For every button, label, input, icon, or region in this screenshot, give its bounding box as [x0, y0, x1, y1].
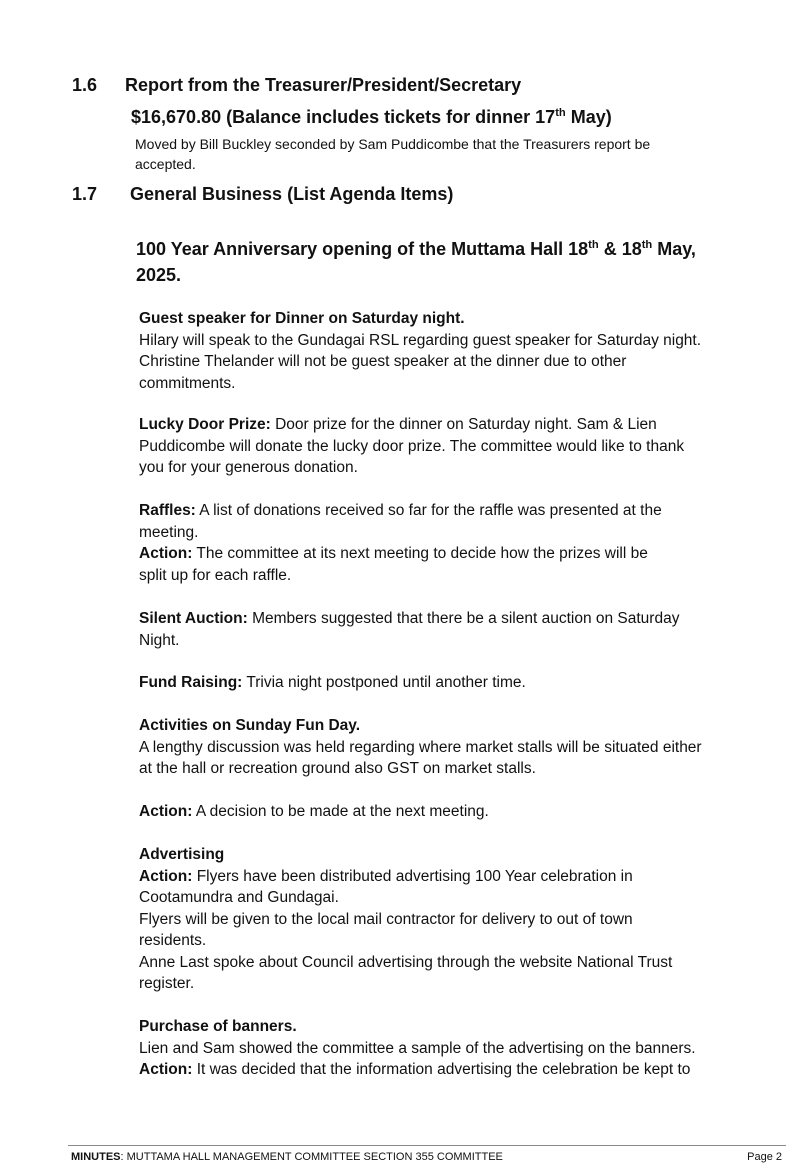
treasurer-balance: $16,670.80 (Balance includes tickets for dinner 17th May) [131, 107, 612, 127]
raffles-item: Raffles: A list of donations received so far for the raffle was presented at the meeting. Action: The committee at its next meeting to decide how the prizes will be split up for each raffle. [139, 502, 662, 584]
footer-divider [68, 1145, 786, 1146]
anniversary-heading: 100 Year Anniversary opening of the Muttama Hall 18th & 18th May, 2025. [136, 239, 696, 285]
section-number-1-6: 1.6 [72, 75, 98, 95]
advertising-item: Advertising Action: Flyers have been distributed advertising 100 Year celebration in Cootamundra and Gundagai. Flyers will be given to the local mail contractor for delivery to out of town residents. Anne Last spoke about Council advertising through the website National Trust register. [139, 846, 673, 992]
banners-item: Purchase of banners. Lien and Sam showed the committee a sample of the advertising on the banners. Action: It was decided that the information advertising the celebration be kept to [139, 1018, 696, 1078]
lucky-door-prize-item: Lucky Door Prize: Door prize for the dinner on Saturday night. Sam & Lien Puddicombe will donate the lucky door prize. The committee would like to thank you for your generous donation. [139, 416, 685, 476]
silent-auction-item: Silent Auction: Members suggested that there be a silent auction on Saturday Night. [139, 610, 680, 649]
guest-speaker-item: Guest speaker for Dinner on Saturday night. Hilary will speak to the Gundagai RSL regarding guest speaker for Saturday night. Christine Thelander will not be guest speaker at the dinner due to other commitments. [139, 310, 702, 392]
section-title-1-6: Report from the Treasurer/President/Secretary [125, 75, 522, 95]
sunday-action-item: Action: A decision to be made at the next meeting. [139, 803, 489, 820]
fund-raising-item: Fund Raising: Trivia night postponed until another time. [139, 674, 526, 691]
section-number-1-7: 1.7 [72, 184, 98, 204]
footer-document-title: MINUTES: MUTTAMA HALL MANAGEMENT COMMITTEE SECTION 355 COMMITTEE [71, 1151, 503, 1163]
sunday-activities-item: Activities on Sunday Fun Day. A lengthy discussion was held regarding where market stalls will be situated either at the hall or recreation ground also GST on market stalls. [139, 717, 702, 777]
footer-page-number: Page 2 [747, 1151, 782, 1163]
treasurer-motion: Moved by Bill Buckley seconded by Sam Puddicombe that the Treasurers report be accepted. [135, 136, 651, 172]
section-title-1-7: General Business (List Agenda Items) [130, 184, 454, 204]
